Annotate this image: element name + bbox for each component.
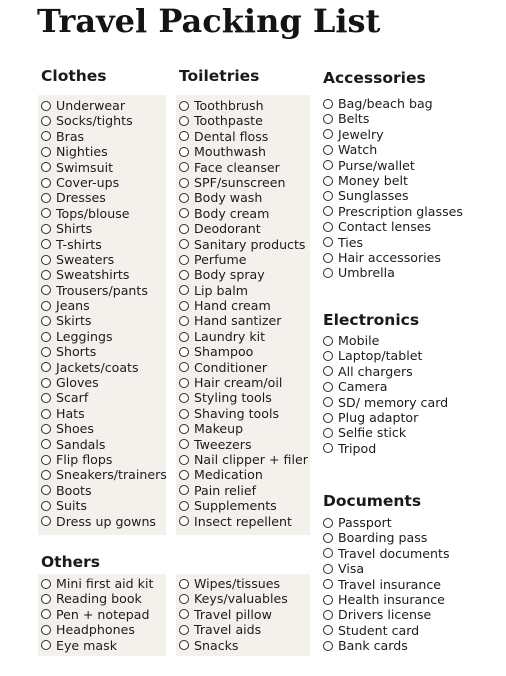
checkbox-circle-icon[interactable] (179, 285, 189, 295)
checklist-item[interactable] (323, 561, 450, 576)
checklist-item-label: Hats (56, 405, 85, 421)
checkbox-circle-icon[interactable] (323, 625, 333, 635)
checkbox-circle-icon[interactable] (41, 255, 51, 265)
checklist-item-label: Face cleanser (194, 159, 280, 175)
checklist-item-label: Jewelry (338, 126, 384, 142)
checklist-item[interactable] (179, 113, 308, 128)
checklist-item[interactable] (179, 221, 308, 236)
checklist-item[interactable] (179, 313, 308, 328)
checkbox-circle-icon[interactable] (41, 409, 51, 419)
checkbox-circle-icon[interactable] (179, 131, 189, 141)
checkbox-circle-icon[interactable] (323, 595, 333, 605)
checklist-item[interactable] (41, 498, 167, 513)
checkbox-circle-icon[interactable] (179, 301, 189, 311)
checklist-item-label: Socks/tights (56, 113, 133, 129)
checklist-item-label: Body cream (194, 205, 270, 221)
checklist-item[interactable] (179, 498, 308, 513)
checklist-item-label: Nail clipper + filer (194, 451, 308, 467)
checklist-item-label: Health insurance (338, 591, 445, 607)
checkbox-circle-icon[interactable] (323, 564, 333, 574)
checkbox-circle-icon[interactable] (41, 116, 51, 126)
checkbox-circle-icon[interactable] (323, 99, 333, 109)
others-heading: Others (41, 553, 101, 571)
others-left-list (41, 576, 153, 653)
checkbox-circle-icon[interactable] (41, 131, 51, 141)
checklist-item[interactable] (41, 483, 167, 498)
checklist-item-label: Purse/wallet (338, 157, 415, 173)
checklist-item[interactable] (41, 607, 153, 622)
checklist-item[interactable] (179, 252, 308, 267)
checkbox-circle-icon[interactable] (323, 237, 333, 247)
checklist-item[interactable] (323, 219, 463, 234)
checklist-item[interactable] (41, 237, 167, 252)
checklist-item[interactable] (323, 142, 463, 157)
checklist-item[interactable] (323, 127, 463, 142)
checklist-item-label: Scarf (56, 390, 89, 406)
checklist-item[interactable] (179, 591, 288, 606)
checkbox-circle-icon[interactable] (41, 393, 51, 403)
checklist-item-label: Tops/blouse (56, 205, 130, 221)
checklist-item[interactable] (41, 175, 167, 190)
checklist-item[interactable] (323, 348, 448, 363)
checkbox-circle-icon[interactable] (179, 516, 189, 526)
checkbox-circle-icon[interactable] (179, 332, 189, 342)
checklist-item[interactable] (179, 329, 308, 344)
checklist-item-label: Shorts (56, 344, 97, 360)
checkbox-circle-icon[interactable] (41, 439, 51, 449)
checklist-item-label: Dress up gowns (56, 513, 156, 529)
checkbox-circle-icon[interactable] (323, 610, 333, 620)
checkbox-circle-icon[interactable] (179, 424, 189, 434)
checklist-item-label: Hair cream/oil (194, 375, 283, 391)
checkbox-circle-icon[interactable] (179, 101, 189, 111)
checklist-item[interactable] (41, 113, 167, 128)
checklist-item-label: Dresses (56, 190, 106, 206)
toiletries-list (179, 98, 308, 529)
checkbox-circle-icon[interactable] (179, 378, 189, 388)
checklist-item[interactable] (41, 514, 167, 529)
checklist-item[interactable] (323, 577, 450, 592)
checklist-item[interactable] (323, 607, 450, 622)
checklist-item[interactable] (179, 467, 308, 482)
checklist-item[interactable] (323, 515, 450, 530)
checklist-item[interactable] (323, 173, 463, 188)
checkbox-circle-icon[interactable] (323, 579, 333, 589)
checklist-item[interactable] (41, 129, 167, 144)
checklist-item[interactable] (41, 452, 167, 467)
checkbox-circle-icon[interactable] (323, 382, 333, 392)
checkbox-circle-icon[interactable] (323, 176, 333, 186)
checklist-item[interactable] (323, 235, 463, 250)
checklist-item-label: Passport (338, 515, 392, 530)
checklist-item[interactable] (179, 206, 308, 221)
checklist-item[interactable] (41, 360, 167, 375)
checklist-item[interactable] (179, 160, 308, 175)
checkbox-circle-icon[interactable] (41, 285, 51, 295)
checkbox-circle-icon[interactable] (179, 270, 189, 280)
checkbox-circle-icon[interactable] (179, 147, 189, 157)
checklist-item[interactable] (41, 98, 167, 113)
checklist-item-label: Toothbrush (194, 98, 264, 113)
checklist-item[interactable] (179, 144, 308, 159)
checklist-item-label: Hair accessories (338, 249, 441, 265)
checklist-item-label: Shaving tools (194, 405, 280, 421)
checkbox-circle-icon[interactable] (41, 270, 51, 280)
checklist-item[interactable] (323, 395, 448, 410)
checklist-item-label: Reading book (56, 591, 142, 607)
checklist-item-label: Dental floss (194, 128, 269, 144)
checklist-item-label: Money belt (338, 172, 408, 188)
checkbox-circle-icon[interactable] (179, 409, 189, 419)
checklist-item-label: Travel documents (338, 545, 450, 561)
checklist-item[interactable] (179, 129, 308, 144)
checklist-item[interactable] (323, 188, 463, 203)
checklist-item-label: Contact lenses (338, 219, 432, 235)
checklist-item[interactable] (179, 298, 308, 313)
checklist-item-label: Bank cards (338, 638, 408, 654)
checklist-item[interactable] (41, 591, 153, 606)
checklist-item-label: Sweatshirts (56, 267, 130, 283)
checkbox-circle-icon[interactable] (179, 501, 189, 511)
checkbox-circle-icon[interactable] (41, 625, 51, 635)
checkbox-circle-icon[interactable] (179, 116, 189, 126)
checklist-item-label: Bag/beach bag (338, 96, 433, 111)
checklist-item[interactable] (41, 267, 167, 282)
checklist-item[interactable] (41, 421, 167, 436)
checklist-item-label: Tripod (338, 440, 377, 456)
checkbox-circle-icon[interactable] (41, 178, 51, 188)
checklist-item-label: Camera (338, 379, 388, 395)
checklist-item[interactable] (323, 623, 450, 638)
checkbox-circle-icon[interactable] (179, 609, 189, 619)
checklist-item[interactable] (179, 576, 288, 591)
checkbox-circle-icon[interactable] (323, 366, 333, 376)
checklist-item-label: Nighties (56, 144, 108, 160)
checkbox-circle-icon[interactable] (41, 224, 51, 234)
checklist-item[interactable] (41, 252, 167, 267)
checklist-item-label: Travel insurance (338, 576, 442, 592)
checkbox-circle-icon[interactable] (179, 178, 189, 188)
checklist-item-label: Cover-ups (56, 174, 120, 190)
checklist-item[interactable] (323, 111, 463, 126)
checklist-item-label: Jeans (56, 298, 90, 314)
checklist-item[interactable] (41, 298, 167, 313)
checkbox-circle-icon[interactable] (41, 193, 51, 203)
checklist-item-label: Keys/valuables (194, 591, 288, 607)
checklist-item-label: Styling tools (194, 390, 272, 406)
checklist-item-label: Student card (338, 622, 420, 638)
checklist-item[interactable] (41, 344, 167, 359)
documents-list (323, 515, 450, 654)
checkbox-circle-icon[interactable] (41, 516, 51, 526)
checklist-item[interactable] (323, 364, 448, 379)
checklist-item-label: Swimsuit (56, 159, 114, 175)
checklist-item[interactable] (41, 576, 153, 591)
electronics-heading: Electronics (323, 311, 420, 329)
checklist-item[interactable] (323, 333, 448, 348)
checklist-item-label: Laundry kit (194, 328, 266, 344)
checkbox-circle-icon[interactable] (323, 191, 333, 201)
checkbox-circle-icon[interactable] (179, 579, 189, 589)
checklist-item[interactable] (179, 514, 308, 529)
checklist-item-label: Travel aids (194, 622, 262, 638)
checkbox-circle-icon[interactable] (179, 625, 189, 635)
checklist-item-label: Makeup (194, 421, 244, 437)
checklist-item-label: Mouthwash (194, 144, 267, 160)
checklist-item[interactable] (179, 607, 288, 622)
checklist-item-label: Eye mask (56, 637, 118, 653)
checklist-item[interactable] (41, 467, 167, 482)
checklist-item-label: Pen + notepad (56, 606, 150, 622)
checklist-item-label: Sweaters (56, 251, 115, 267)
checklist-item-label: Underwear (56, 98, 126, 113)
checklist-item-label: Selfie stick (338, 425, 407, 441)
checkbox-circle-icon[interactable] (179, 439, 189, 449)
checklist-item-label: Body wash (194, 190, 263, 206)
page-title: Travel Packing List (37, 2, 381, 40)
checklist-item[interactable] (323, 96, 463, 111)
checkbox-circle-icon[interactable] (41, 332, 51, 342)
checklist-item-label: Jackets/coats (56, 359, 139, 375)
checklist-item-label: Bras (56, 128, 85, 144)
checklist-item-label: T-shirts (56, 236, 102, 252)
toiletries-heading: Toiletries (179, 67, 260, 85)
checkbox-circle-icon[interactable] (323, 351, 333, 361)
checklist-item-label: Skirts (56, 313, 92, 329)
checkbox-circle-icon[interactable] (41, 378, 51, 388)
checklist-item[interactable] (323, 425, 448, 440)
checkbox-circle-icon[interactable] (179, 393, 189, 403)
checklist-item-label: Sunglasses (338, 188, 409, 204)
checklist-item-label: Travel pillow (194, 606, 272, 622)
checklist-item-label: Tweezers (194, 436, 252, 452)
checklist-item-label: Shirts (56, 221, 93, 237)
checklist-item[interactable] (179, 421, 308, 436)
checkbox-circle-icon[interactable] (323, 336, 333, 346)
checkbox-circle-icon[interactable] (41, 239, 51, 249)
checkbox-circle-icon[interactable] (179, 316, 189, 326)
checklist-item[interactable] (323, 638, 450, 653)
checkbox-circle-icon[interactable] (323, 145, 333, 155)
checklist-item-label: Mobile (338, 333, 380, 348)
checklist-item[interactable] (323, 265, 463, 280)
checkbox-circle-icon[interactable] (323, 413, 333, 423)
checklist-item-label: Leggings (56, 328, 113, 344)
checklist-item-label: Boots (56, 482, 92, 498)
checkbox-circle-icon[interactable] (41, 101, 51, 111)
checklist-item-label: Medication (194, 467, 263, 483)
checkbox-circle-icon[interactable] (323, 641, 333, 651)
checklist-item[interactable] (41, 638, 153, 653)
checklist-item[interactable] (179, 283, 308, 298)
checklist-item[interactable] (323, 546, 450, 561)
checklist-item-label: Ties (338, 234, 364, 250)
checkbox-circle-icon[interactable] (41, 501, 51, 511)
checkbox-circle-icon[interactable] (41, 455, 51, 465)
checklist-item[interactable] (41, 283, 167, 298)
checkbox-circle-icon[interactable] (323, 443, 333, 453)
checklist-item-label: Mini first aid kit (56, 576, 154, 591)
electronics-list (323, 333, 448, 456)
checklist-item-label: SD/ memory card (338, 394, 449, 410)
checklist-item[interactable] (179, 390, 308, 405)
checkbox-circle-icon[interactable] (323, 114, 333, 124)
checkbox-circle-icon[interactable] (323, 268, 333, 278)
checklist-item-label: Headphones (56, 622, 135, 638)
checkbox-circle-icon[interactable] (41, 316, 51, 326)
checkbox-circle-icon[interactable] (41, 594, 51, 604)
checklist-item[interactable] (323, 379, 448, 394)
checklist-item[interactable] (41, 160, 167, 175)
clothes-list (41, 98, 167, 529)
checklist-item-label: Sandals (56, 436, 106, 452)
checkbox-circle-icon[interactable] (323, 397, 333, 407)
checklist-item[interactable] (179, 638, 288, 653)
checklist-item[interactable] (323, 204, 463, 219)
checklist-item[interactable] (41, 221, 167, 236)
checkbox-circle-icon[interactable] (41, 147, 51, 157)
checklist-item-label: Umbrella (338, 265, 395, 281)
checklist-item-label: Supplements (194, 498, 277, 514)
checklist-item-label: All chargers (338, 363, 413, 379)
checklist-item[interactable] (41, 313, 167, 328)
checklist-item-label: Visa (338, 561, 365, 577)
checklist-item[interactable] (179, 622, 288, 637)
checklist-item-label: Flip flops (56, 451, 113, 467)
checklist-item[interactable] (179, 375, 308, 390)
others-right-list (179, 576, 288, 653)
checklist-item-label: Hand santizer (194, 313, 282, 329)
clothes-heading: Clothes (41, 67, 107, 85)
checkbox-circle-icon[interactable] (41, 470, 51, 480)
checkbox-circle-icon[interactable] (179, 193, 189, 203)
checkbox-circle-icon[interactable] (179, 640, 189, 650)
checklist-item-label: Snacks (194, 637, 239, 653)
checklist-item-label: Deodorant (194, 221, 261, 237)
checklist-item-label: Boarding pass (338, 530, 428, 546)
checkbox-circle-icon[interactable] (179, 208, 189, 218)
checklist-item-label: Pain relief (194, 482, 257, 498)
checkbox-circle-icon[interactable] (179, 224, 189, 234)
checkbox-circle-icon[interactable] (323, 222, 333, 232)
checkbox-circle-icon[interactable] (41, 609, 51, 619)
checklist-item[interactable] (41, 206, 167, 221)
checklist-item[interactable] (323, 441, 448, 456)
checklist-item[interactable] (41, 190, 167, 205)
checklist-item[interactable] (179, 437, 308, 452)
checklist-item[interactable] (323, 530, 450, 545)
checklist-item-label: Sneakers/trainers (56, 467, 167, 483)
checkbox-circle-icon[interactable] (179, 239, 189, 249)
checkbox-circle-icon[interactable] (179, 162, 189, 172)
checkbox-circle-icon[interactable] (179, 594, 189, 604)
checklist-item[interactable] (323, 410, 448, 425)
checkbox-circle-icon[interactable] (41, 301, 51, 311)
checkbox-circle-icon[interactable] (179, 347, 189, 357)
checklist-item[interactable] (323, 592, 450, 607)
checkbox-circle-icon[interactable] (323, 129, 333, 139)
checkbox-circle-icon[interactable] (41, 347, 51, 357)
checkbox-circle-icon[interactable] (323, 160, 333, 170)
checklist-item[interactable] (179, 175, 308, 190)
checklist-item-label: Perfume (194, 251, 247, 267)
checklist-item-label: Laptop/tablet (338, 348, 423, 364)
checklist-item[interactable] (323, 158, 463, 173)
checklist-item[interactable] (179, 406, 308, 421)
checkbox-circle-icon[interactable] (323, 206, 333, 216)
checklist-item-label: Plug adaptor (338, 409, 419, 425)
checklist-item-label: Wipes/tissues (194, 576, 281, 591)
checkbox-circle-icon[interactable] (323, 533, 333, 543)
checkbox-circle-icon[interactable] (41, 579, 51, 589)
checkbox-circle-icon[interactable] (323, 518, 333, 528)
checklist-item[interactable] (41, 622, 153, 637)
checkbox-circle-icon[interactable] (323, 428, 333, 438)
checklist-item-label: Prescription glasses (338, 203, 463, 219)
checklist-item-label: Hand cream (194, 298, 271, 314)
checklist-item-label: Trousers/pants (56, 282, 148, 298)
checkbox-circle-icon[interactable] (179, 255, 189, 265)
checkbox-circle-icon[interactable] (41, 208, 51, 218)
checklist-item[interactable] (41, 329, 167, 344)
checkbox-circle-icon[interactable] (179, 485, 189, 495)
checklist-item-label: Gloves (56, 375, 99, 391)
checklist-item[interactable] (41, 437, 167, 452)
checklist-item-label: Conditioner (194, 359, 268, 375)
checklist-item-label: Insect repellent (194, 513, 292, 529)
checkbox-circle-icon[interactable] (41, 485, 51, 495)
checklist-item[interactable] (41, 390, 167, 405)
checklist-item-label: Sanitary products (194, 236, 306, 252)
checkbox-circle-icon[interactable] (41, 162, 51, 172)
checklist-item[interactable] (323, 250, 463, 265)
checkbox-circle-icon[interactable] (323, 548, 333, 558)
checklist-item[interactable] (179, 267, 308, 282)
checklist-item-label: Belts (338, 111, 370, 127)
accessories-list (323, 96, 463, 281)
documents-heading: Documents (323, 492, 422, 510)
checklist-item[interactable] (179, 344, 308, 359)
checklist-item[interactable] (41, 406, 167, 421)
checklist-item-label: SPF/sunscreen (194, 174, 286, 190)
checklist-item[interactable] (179, 190, 308, 205)
checklist-item[interactable] (179, 98, 308, 113)
checklist-item[interactable] (179, 483, 308, 498)
checklist-item[interactable] (41, 144, 167, 159)
checklist-item[interactable] (41, 375, 167, 390)
checklist-item-label: Watch (338, 142, 378, 158)
checklist-item-label: Suits (56, 498, 87, 514)
checkbox-circle-icon[interactable] (41, 424, 51, 434)
checklist-item[interactable] (179, 452, 308, 467)
checklist-item-label: Body spray (194, 267, 265, 283)
checkbox-circle-icon[interactable] (41, 640, 51, 650)
checkbox-circle-icon[interactable] (323, 253, 333, 263)
checklist-item-label: Shampoo (194, 344, 254, 360)
checklist-item-label: Toothpaste (194, 113, 263, 129)
checklist-item-label: Drivers license (338, 607, 432, 623)
checklist-item[interactable] (179, 237, 308, 252)
checkbox-circle-icon[interactable] (41, 362, 51, 372)
checkbox-circle-icon[interactable] (179, 470, 189, 480)
checklist-item-label: Shoes (56, 421, 94, 437)
checklist-item-label: Lip balm (194, 282, 248, 298)
checkbox-circle-icon[interactable] (179, 455, 189, 465)
accessories-heading: Accessories (323, 69, 426, 87)
checkbox-circle-icon[interactable] (179, 362, 189, 372)
checklist-item[interactable] (179, 360, 308, 375)
